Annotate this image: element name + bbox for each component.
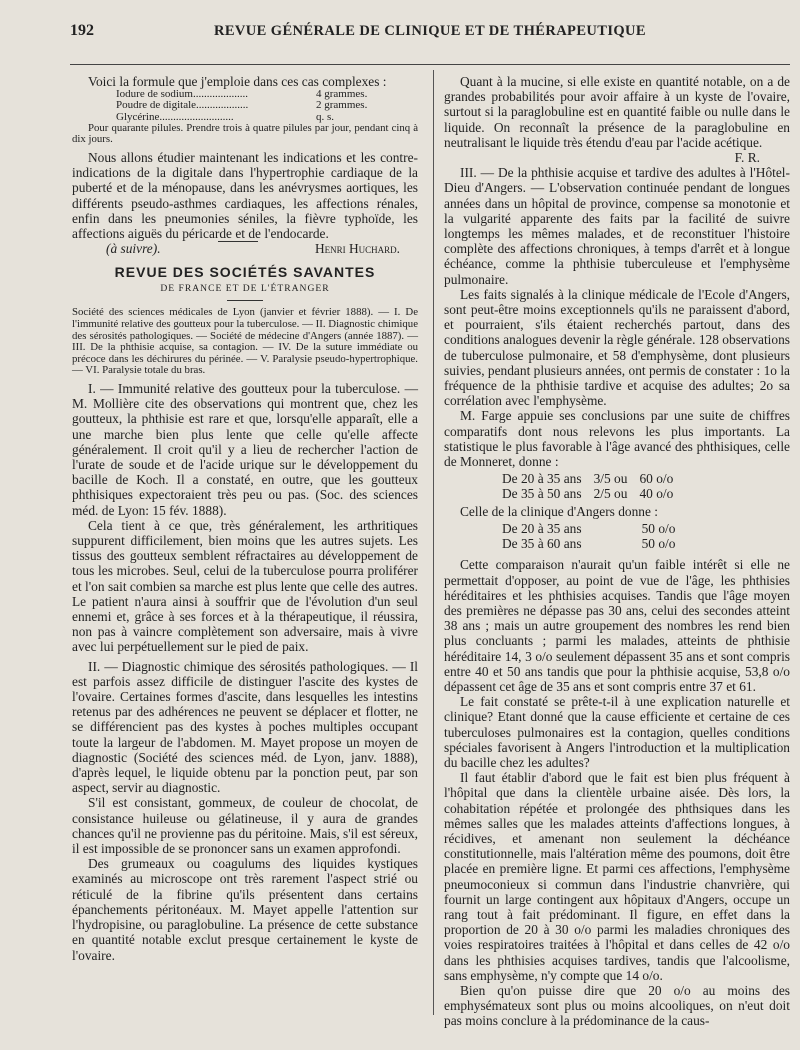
to-be-continued: (à suivre). bbox=[106, 241, 161, 257]
paragraph-consistant: S'il est consistant, gommeux, de couleur de chocolat, de consistance huileuse ou gélatineuse, il y aura de grandes chances qu'il ne provienne pas du péritoine. Mais, s'il est séreux, il est impossible de se prononcer sans un examen approfondi. bbox=[72, 795, 418, 857]
section-subtitle: DE FRANCE ET DE L'ÉTRANGER bbox=[160, 283, 330, 295]
paragraph-cela-tient: Cela tient à ce que, très généralement, les arthritiques suppurent difficilement, bien moins que les autres sujets. Les tissus des goutteux semblent réfractaires au développement de tous les microbes. Seul, celui de la tuberculose pourra proliférer et l'on sait combien sa marche est plus lente que celle des autres. Le patient n'aura ainsi à souffrir que de l'évolution d'un seul ennemi et, grâce à ses forces et à la thérapeutique, il réussira, non pas à vaincre complètement son adversaire, mais à vivre avec lui perpétuellement sur le pied de paix. bbox=[72, 517, 418, 655]
recipe-quantity: 4 grammes. bbox=[316, 88, 368, 101]
monneret-table bbox=[502, 471, 685, 501]
recipe-ingredient: Glycérine........................... bbox=[116, 110, 234, 123]
table-cell: 60 o/o bbox=[639, 471, 674, 487]
author-signature: Henri Huchard. bbox=[314, 241, 400, 257]
paragraph-etablir: Il faut établir d'abord que le fait est bien plus fréquent à l'hôpital que dans la clientèle urbaine aisée. Dès lors, la cohabitation répétée et prolongée des phthsiques dans les mêmes salles que les malades atteints d'affections longues, à récidives, et amenant non seulement la déchéance constitutionnelle, mais l'altération même des poumons, doit être placée en première ligne. Et parmi ces affections, l'emphysème pneumoconieux si commun dans l'industrie chanvrière, qui fournit un large contingent aux hôpitaux d'Angers, occupe un rang tout à fait prédominant. Il figure, en effet dans la proportion de 20 à 30 o/o parmi les maladies chroniques des voies respiratoires traitées à l'hôpital et dans celles de 42 o/o dans les phthisies acquises tardives, tandis que l'alcoolisme, sans emphysème, n'y compte que 14 o/o. bbox=[444, 770, 790, 983]
column-divider bbox=[433, 70, 434, 1015]
table-cell: De 35 à 50 ans bbox=[502, 486, 582, 502]
table-cell: 50 o/o bbox=[641, 536, 676, 552]
table-cell: 3/5 ou bbox=[593, 471, 628, 487]
recipe-row bbox=[116, 100, 406, 111]
paragraph-farge: M. Farge appuie ses conclusions par une suite de chiffres comparatifs dont nous relevons les plus importants. La statistique le plus favorable à l'âge avancé des phthisiques, celle de Monneret, donne : bbox=[444, 408, 790, 470]
right-column bbox=[444, 74, 790, 1029]
table-cell: 50 o/o bbox=[641, 520, 676, 536]
paragraph-grumeaux: Des grumeaux ou coagulums des liquides kystiques examinés au microscope ont très rarement l'aspect strié ou réticulé de la fibrine qu'ils présentent dans certains épanchements péritonéaux. M. Mayet appelle l'attention sur l'hydropisine, ou paraglobuline. La présence de cette substance en quantité notable exclut presque certainement le kyste de l'ovaire. bbox=[72, 856, 418, 963]
table-row bbox=[502, 521, 687, 536]
recipe-ingredient: Iodure de sodium.................... bbox=[116, 88, 248, 101]
page-number: 192 bbox=[70, 22, 94, 39]
left-column bbox=[72, 74, 418, 963]
section-title: REVUE DES SOCIÉTÉS SAVANTES bbox=[114, 264, 376, 281]
paragraph-study: Nous allons étudier maintenant les indications et les contre-indications de la digitale dans l'hypertrophie cardiaque de la puberté et de la ménopause, dans les anévrysmes aortiques, les différents pseudo-asthmes cardiaques, les affections rénales, enfin dans les pneumonies séniles, la fièvre typhoïde, les affections aiguës du péricarde et de l'endocarde. bbox=[72, 150, 418, 242]
paragraph-faits: Les faits signalés à la clinique médicale de l'Ecole d'Angers, sont peut-être moins exceptionnels qu'ils ne paraissent d'abord, et pourraient, s'ils étaient recherchés partout, dans des conditions analogues devenir la règle générale. 128 observations de tuberculose pulmonaire, et 58 d'emphysème, dont plusieurs suivies, pendant plusieurs années, ont permis de constater : 1o la fréquence de la phthisie tardive et acquise des adultes; 2o sa corrélation avec l'emphysème. bbox=[444, 286, 790, 409]
paragraph-mucine: Quant à la mucine, si elle existe en quantité notable, on a de grandes probabilités pour avoir affaire à un kyste de l'ovaire, surtout si la paraglobuline est en quantité faible ou nulle dans le liquide. On reconnaît la présence de la paraglobuline en neutralisant le liquide très étendu d'eau par l'acide acétique. bbox=[444, 74, 790, 150]
recipe-quantity: q. s. bbox=[316, 110, 335, 123]
short-rule bbox=[218, 241, 258, 242]
header-rule bbox=[70, 64, 790, 65]
recipe-quantity: 2 grammes. bbox=[316, 99, 368, 112]
recipe bbox=[116, 89, 406, 123]
paragraph-phthisie-acquise: III. — De la phthisie acquise et tardive des adultes à l'Hôtel-Dieu d'Angers. — L'observation continuée pendant de longues années dans un hôpital de province, compense sa monotonie et la vulgarité apparente des faits par la facilité de suivre longtemps les mêmes malades, et de reconstituer l'histoire complète des affections chroniques, à temps d'arrêt et à longue échéance, comme la phthisie tuberculeuse et l'emphysème pulmonaire. bbox=[444, 165, 790, 287]
running-title: REVUE GÉNÉRALE DE CLINIQUE ET DE THÉRAPEUTIQUE bbox=[213, 23, 646, 39]
signature-line bbox=[72, 241, 418, 256]
paragraph-diagnostic: II. — Diagnostic chimique des sérosités pathologiques. — Il est parfois assez difficile de distinguer l'ascite des kystes de l'ovaire. Certaines formes d'ascite, dans lesquelles les intestins retenus par des adhérences ne peuvent se déplacer et flotter, ne se différencient pas des kystes à poches multiples occupant toute la largeur de l'abdomen. M. Mayet propose un moyen de diagnostic (Société des sciences méd. de Lyon, janv. 1888), d'après lequel, le liquide obtenu par la ponction peut, par son aspect, servir au diagnostic. bbox=[72, 658, 418, 796]
paragraph-comparaison: Cette comparaison n'aurait qu'un faible intérêt si elle ne permettait d'opposer, au point de vue de l'âge, les phthisies héréditaires et les phthisies acquises. Tandis que l'âge moyen des premières ne dépasse pas 30 ans, celui des secondes atteint 38 ans ; mais un autre groupement des nombres les rend bien plus concluants ; parmi les malades, atteints de phthisie héréditaire 14, 3 o/o seulement dépassent 35 ans et sont compris entre 40 et 50 ans tandis que pour la phthisie acquise, 53,8 o/o dépassent cet âge de 35 ans et sont compris entre 37 et 61. bbox=[444, 557, 790, 694]
initials-signature: F. R. bbox=[734, 150, 760, 166]
paragraph-immunite: I. — Immunité relative des goutteux pour la tuberculose. — M. Mollière cite des observations qui montrent que, chez les goutteux, la phthisie est rare et que, lorsqu'elle apparaît, elle a une marche bien plus lente que celle qu'elle affecte généralement. Il croit qu'il y a lieu de rechercher l'action de l'urate de soude et de l'acide urique sur le développement du bacille de Koch. Il a constaté, en outre, que les goutteux phthisiques expectoraient très peu ou pas. (Soc. des sciences méd. de Lyon: 15 fév. 1888). bbox=[72, 380, 418, 518]
short-rule bbox=[227, 300, 263, 301]
recipe-ingredient: Poudre de digitale................... bbox=[116, 99, 249, 112]
angers-table-caption: Celle de la clinique d'Angers donne : bbox=[460, 503, 659, 519]
table-cell: De 20 à 35 ans bbox=[502, 471, 582, 487]
formula-intro: Voici la formule que j'emploie dans ces cas complexes : bbox=[88, 74, 387, 89]
page-header bbox=[70, 22, 790, 44]
table-row bbox=[502, 486, 685, 501]
table-row bbox=[502, 536, 687, 551]
table-cell: 2/5 ou bbox=[593, 486, 628, 502]
section-summary: Société des sciences médicales de Lyon (janvier et février 1888). — I. De l'immunité relative des goutteux pour la tuberculose. — II. Diagnostic chimique des sérosités pathologiques. — Société de médecine d'Angers (année 1887). — III. De la phthisie acquise, sa contagion. — IV. De la suture immédiate ou précoce dans les déchirures du périnée. — V. Paralysie pseudo-hypertrophique. — VI. Paralysie totale du bras. bbox=[72, 306, 418, 377]
paragraph-fait-constate: Le fait constaté se prête-t-il à une explication naturelle et clinique? Etant donné que la cause efficiente et certaine de ces tuberculoses pulmonaires est la contagion, quelles conditions spéciales favorisent à Angers l'introduction et la multiplication du bacille chez les adultes? bbox=[444, 694, 790, 770]
table-cell: De 20 à 35 ans bbox=[502, 520, 582, 536]
table-cell: 40 o/o bbox=[639, 486, 674, 502]
table-cell: De 35 à 60 ans bbox=[502, 536, 582, 552]
recipe-note: Pour quarante pilules. Prendre trois à quatre pilules par jour, pendant cinq à dix jours. bbox=[72, 121, 418, 146]
angers-table bbox=[502, 521, 687, 551]
table-row bbox=[502, 471, 685, 486]
paragraph-bien-qu-on: Bien qu'on puisse dire que 20 o/o au moins des emphysémateux sont plus ou moins alcooliques, on n'eut doit pas moins conclure à la prédominance de la caus- bbox=[444, 982, 790, 1029]
